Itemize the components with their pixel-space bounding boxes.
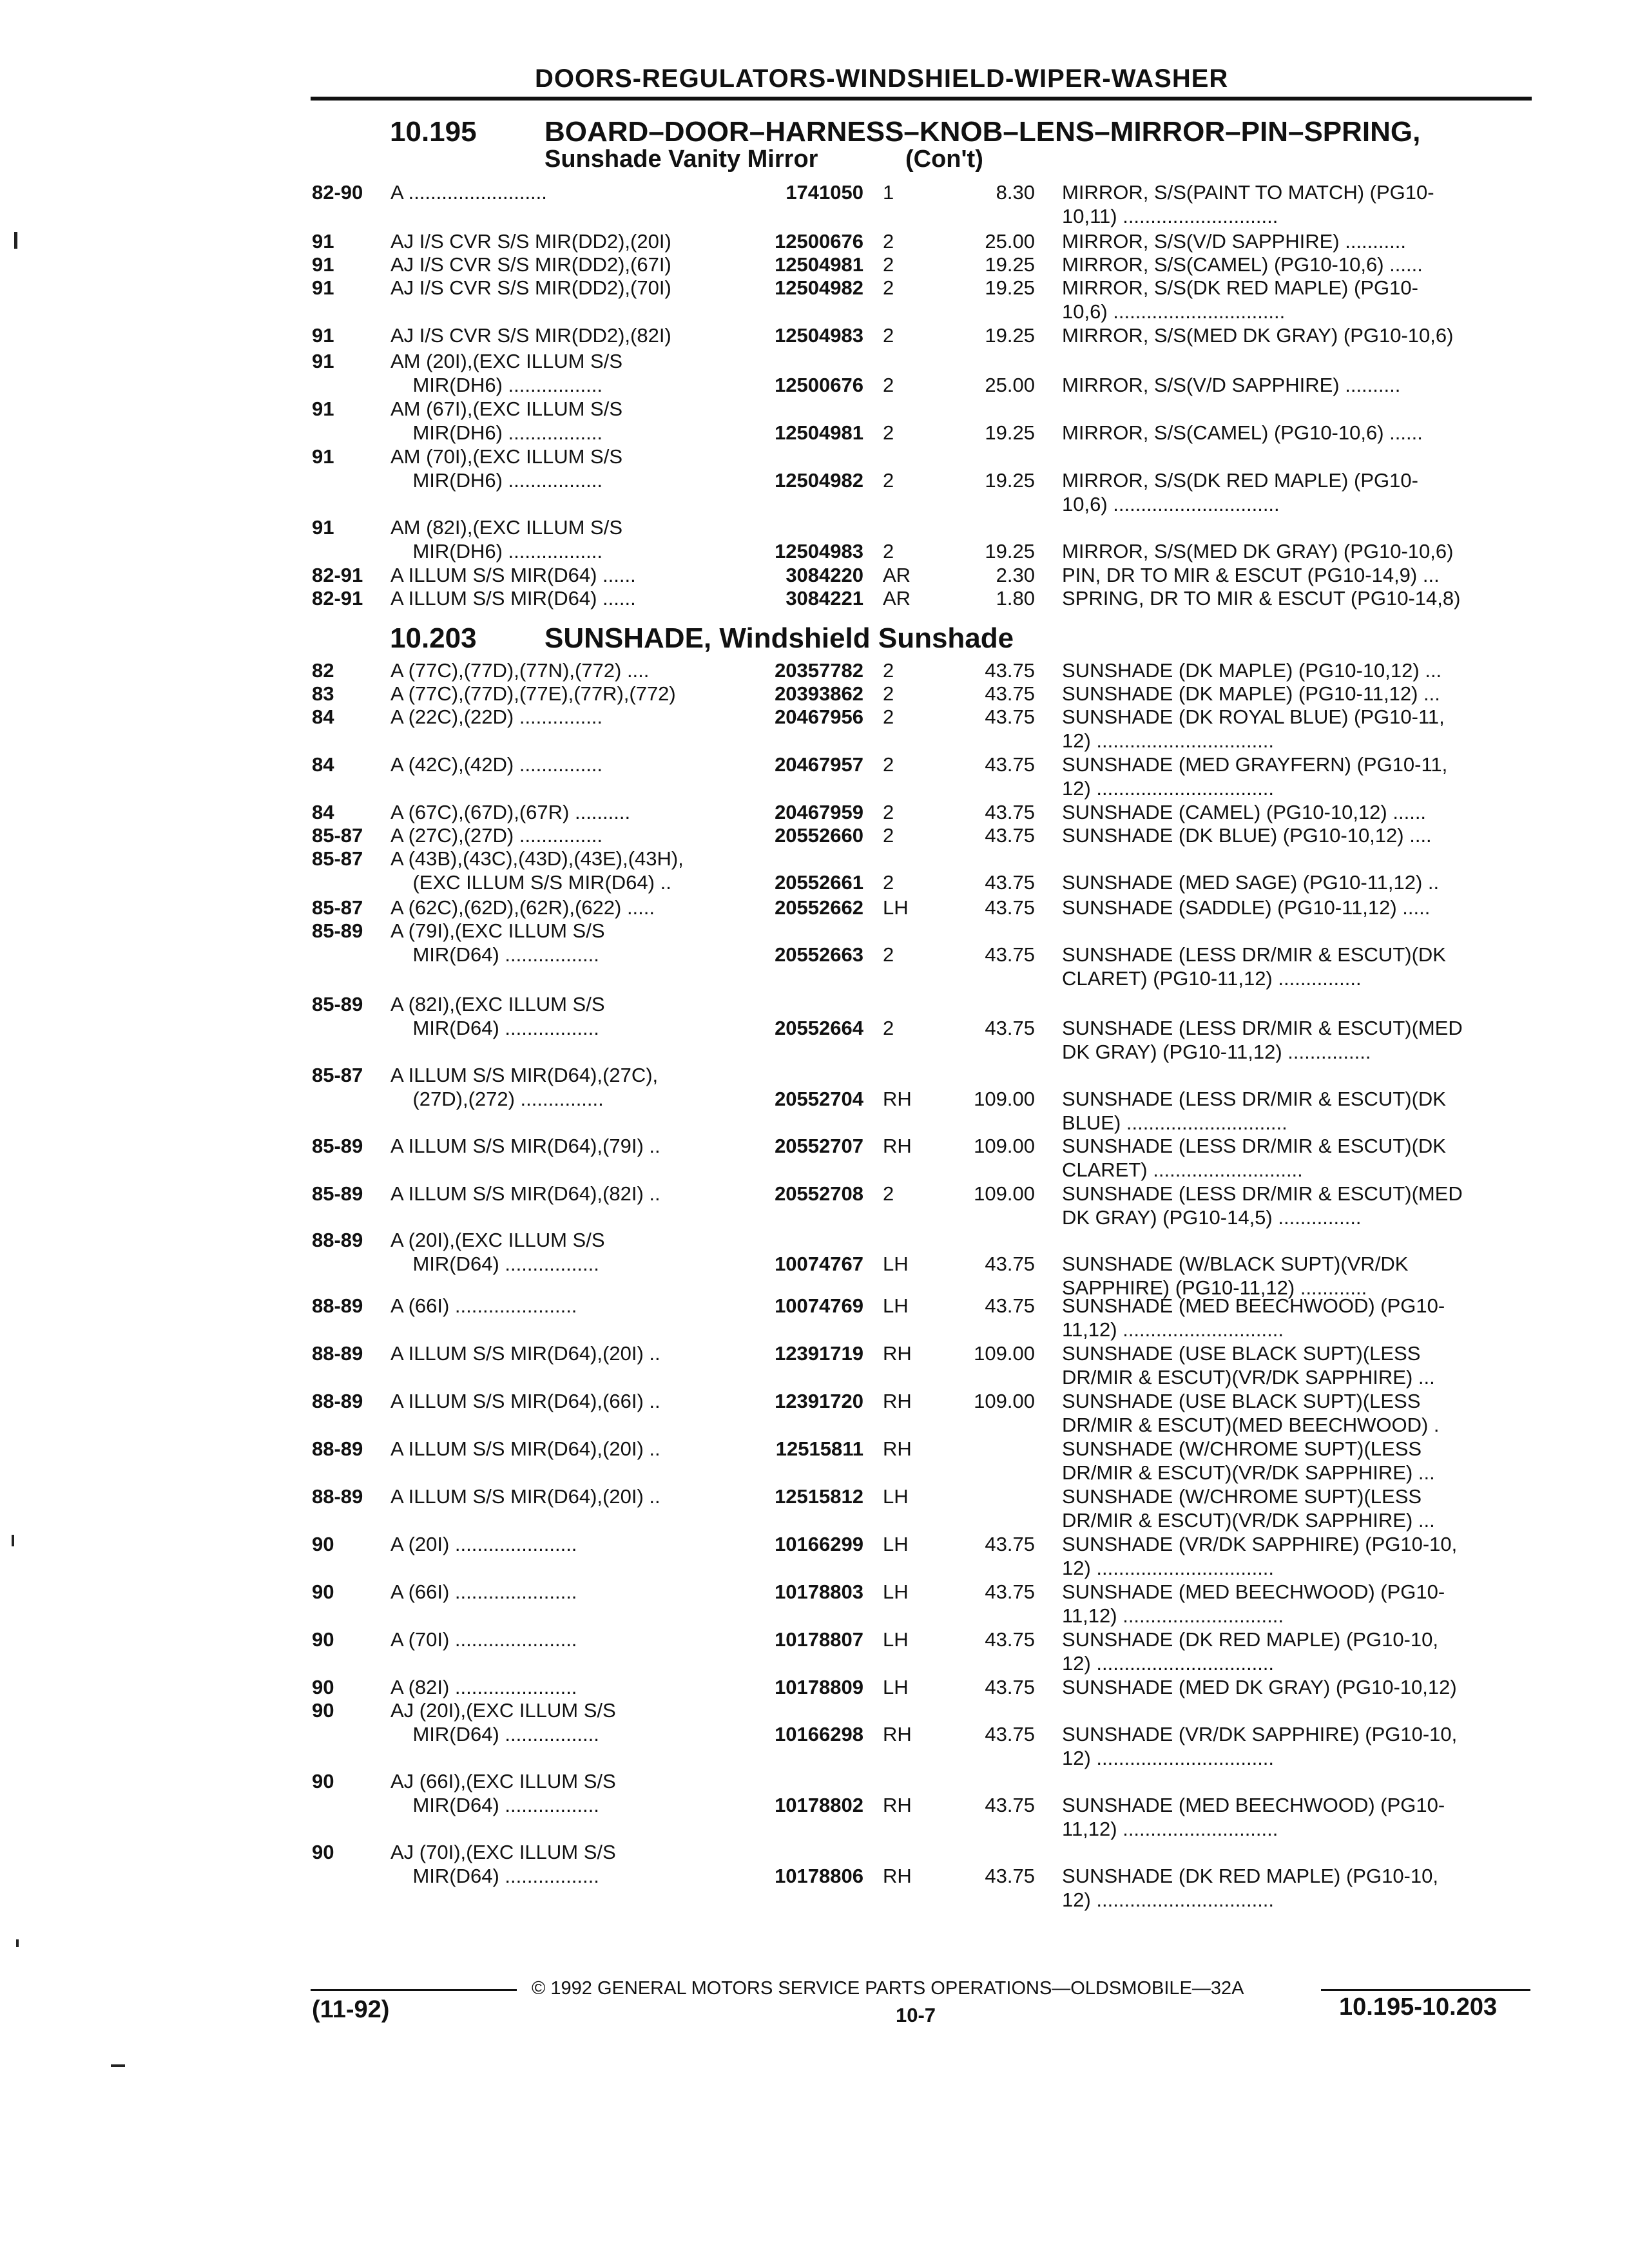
price: 43.75 — [985, 1676, 1035, 1698]
usage-description: A (42C),(42D) ............... — [390, 753, 603, 776]
quantity: 2 — [883, 753, 894, 776]
model-year: 88-89 — [312, 1390, 363, 1412]
section-heading-10-195 — [390, 116, 1420, 148]
part-number: 12504983 — [775, 540, 863, 562]
quantity: RH — [883, 1088, 912, 1110]
part-number: 12515812 — [775, 1485, 863, 1508]
footer-page-number: 10-7 — [896, 2004, 936, 2026]
usage-description: AM (20I),(EXC ILLUM S/S MIR(DH6) ................. — [390, 350, 623, 396]
quantity: 2 — [883, 374, 894, 396]
part-number: 12500676 — [775, 230, 863, 253]
quantity: 2 — [883, 230, 894, 253]
part-name: SUNSHADE (MED GRAYFERN) (PG10-11, 12) ................................ — [1062, 753, 1448, 800]
usage-description: A ILLUM S/S MIR(D64),(20I) .. — [390, 1485, 660, 1508]
model-year: 88-89 — [312, 1437, 363, 1460]
quantity: RH — [883, 1794, 912, 1816]
quantity: AR — [883, 564, 911, 586]
model-year: 84 — [312, 753, 334, 776]
quantity: 2 — [883, 659, 894, 682]
quantity: 2 — [883, 253, 894, 276]
price: 25.00 — [985, 374, 1035, 396]
usage-description: AM (70I),(EXC ILLUM S/S MIR(DH6) ................. — [390, 445, 623, 492]
quantity: RH — [883, 1390, 912, 1412]
quantity: RH — [883, 1135, 912, 1157]
price: 43.75 — [985, 896, 1035, 919]
part-name: MIRROR, S/S(CAMEL) (PG10-10,6) ...... — [1062, 421, 1423, 444]
usage-description: A (66I) ...................... — [390, 1294, 577, 1317]
part-number: 20467959 — [775, 801, 863, 823]
part-number: 20552660 — [775, 824, 863, 847]
quantity: 2 — [883, 1182, 894, 1205]
price: 2.30 — [996, 564, 1035, 586]
model-year: 91 — [312, 398, 334, 420]
section-title: BOARD–DOOR–HARNESS–KNOB–LENS–MIRROR–PIN–SPRING, — [545, 116, 1421, 148]
model-year: 85-89 — [312, 993, 363, 1015]
usage-description: AJ (70I),(EXC ILLUM S/S MIR(D64) ................. — [390, 1841, 616, 1887]
model-year: 90 — [312, 1676, 334, 1698]
part-number: 20357782 — [775, 659, 863, 682]
part-name: SUNSHADE (MED BEECHWOOD) (PG10- 11,12) ............................. — [1062, 1581, 1445, 1627]
price: 43.75 — [985, 1294, 1035, 1317]
price: 109.00 — [974, 1390, 1035, 1412]
section-number: 10.203 — [390, 622, 477, 654]
usage-description: A (20I) ...................... — [390, 1533, 577, 1555]
part-name: SUNSHADE (LESS DR/MIR & ESCUT)(DK CLARET) ........................... — [1062, 1135, 1446, 1181]
model-year: 90 — [312, 1841, 334, 1863]
price: 19.25 — [985, 276, 1035, 299]
quantity: LH — [883, 896, 909, 919]
part-name: SUNSHADE (DK RED MAPLE) (PG10-10, 12) ................................ — [1062, 1865, 1438, 1911]
part-name: SUNSHADE (DK ROYAL BLUE) (PG10-11, 12) ................................ — [1062, 706, 1445, 752]
price: 43.75 — [985, 1723, 1035, 1745]
part-name: SUNSHADE (DK RED MAPLE) (PG10-10, 12) ................................ — [1062, 1628, 1438, 1675]
part-number: 20552663 — [775, 943, 863, 966]
usage-description: A (20I),(EXC ILLUM S/S MIR(D64) ................. — [390, 1229, 605, 1275]
part-number: 12391719 — [775, 1342, 863, 1365]
quantity: LH — [883, 1628, 909, 1651]
part-number: 10178802 — [775, 1794, 863, 1816]
quantity: AR — [883, 587, 911, 610]
price: 43.75 — [985, 1533, 1035, 1555]
price: 8.30 — [996, 181, 1035, 204]
part-number: 12391720 — [775, 1390, 863, 1412]
quantity: 2 — [883, 540, 894, 562]
quantity: 2 — [883, 706, 894, 728]
usage-description: A ILLUM S/S MIR(D64) ...... — [390, 587, 636, 610]
part-number: 1741050 — [786, 181, 863, 204]
part-number: 10178803 — [775, 1581, 863, 1603]
part-name: SUNSHADE (LESS DR/MIR & ESCUT)(MED DK GRAY) (PG10-11,12) ............... — [1062, 1017, 1463, 1063]
price: 43.75 — [985, 871, 1035, 894]
usage-description: AJ I/S CVR S/S MIR(DD2),(67I) — [390, 253, 671, 276]
part-number: 12504981 — [775, 253, 863, 276]
part-name: MIRROR, S/S(DK RED MAPLE) (PG10- 10,6) ............................... — [1062, 276, 1418, 323]
price: 19.25 — [985, 540, 1035, 562]
usage-description: A (62C),(62D),(62R),(622) ..... — [390, 896, 655, 919]
part-name: MIRROR, S/S(CAMEL) (PG10-10,6) ...... — [1062, 253, 1423, 276]
quantity: LH — [883, 1294, 909, 1317]
price: 43.75 — [985, 943, 1035, 966]
quantity: RH — [883, 1437, 912, 1460]
model-year: 91 — [312, 324, 334, 347]
model-year: 83 — [312, 682, 334, 705]
usage-description: AJ (20I),(EXC ILLUM S/S MIR(D64) ................. — [390, 1699, 616, 1745]
usage-description: A ILLUM S/S MIR(D64),(27C), (27D),(272) ............... — [390, 1064, 659, 1110]
usage-description: A ILLUM S/S MIR(D64) ...... — [390, 564, 636, 586]
quantity: LH — [883, 1253, 909, 1275]
usage-description: A ILLUM S/S MIR(D64),(79I) .. — [390, 1135, 660, 1157]
usage-description: AJ I/S CVR S/S MIR(DD2),(82I) — [390, 324, 671, 347]
model-year: 91 — [312, 516, 334, 539]
quantity: RH — [883, 1723, 912, 1745]
model-year: 82-91 — [312, 564, 363, 586]
model-year: 91 — [312, 230, 334, 253]
header-rule — [311, 97, 1532, 101]
footer-date: (11-92) — [312, 1996, 390, 2023]
model-year: 88-89 — [312, 1294, 363, 1317]
model-year: 85-89 — [312, 919, 363, 942]
part-number: 20552662 — [775, 896, 863, 919]
usage-description: A (77C),(77D),(77E),(77R),(772) — [390, 682, 676, 705]
quantity: 2 — [883, 801, 894, 823]
part-name: SUNSHADE (MED SAGE) (PG10-11,12) .. — [1062, 871, 1440, 894]
quantity: LH — [883, 1533, 909, 1555]
part-number: 10074767 — [775, 1253, 863, 1275]
price: 43.75 — [985, 1628, 1035, 1651]
usage-description: A (22C),(22D) ............... — [390, 706, 603, 728]
quantity: 2 — [883, 682, 894, 705]
usage-description: AM (67I),(EXC ILLUM S/S MIR(DH6) ................. — [390, 398, 623, 444]
part-name: SUNSHADE (W/BLACK SUPT)(VR/DK SAPPHIRE) (PG10-11,12) ............ — [1062, 1253, 1409, 1299]
usage-description: A (82I) ...................... — [390, 1676, 577, 1698]
model-year: 85-87 — [312, 847, 363, 870]
usage-description: AM (82I),(EXC ILLUM S/S MIR(DH6) ................. — [390, 516, 623, 562]
part-number: 20393862 — [775, 682, 863, 705]
quantity: 2 — [883, 276, 894, 299]
quantity: 2 — [883, 871, 894, 894]
part-name: SUNSHADE (VR/DK SAPPHIRE) (PG10-10, 12) ................................ — [1062, 1723, 1458, 1769]
model-year: 82 — [312, 659, 334, 682]
part-number: 20467956 — [775, 706, 863, 728]
price: 43.75 — [985, 824, 1035, 847]
part-name: SUNSHADE (LESS DR/MIR & ESCUT)(DK CLARET) (PG10-11,12) ............... — [1062, 943, 1446, 990]
quantity: 2 — [883, 1017, 894, 1039]
margin-mark — [111, 2064, 125, 2067]
part-name: SUNSHADE (SADDLE) (PG10-11,12) ..... — [1062, 896, 1431, 919]
usage-description: AJ I/S CVR S/S MIR(DD2),(20I) — [390, 230, 671, 253]
usage-description: AJ (66I),(EXC ILLUM S/S MIR(D64) ................. — [390, 1770, 616, 1816]
usage-description: A (70I) ...................... — [390, 1628, 577, 1651]
part-name: SUNSHADE (LESS DR/MIR & ESCUT)(DK BLUE) ............................. — [1062, 1088, 1446, 1134]
model-year: 88-89 — [312, 1229, 363, 1251]
part-name: SUNSHADE (USE BLACK SUPT)(LESS DR/MIR & ESCUT)(MED BEECHWOOD) . — [1062, 1390, 1440, 1436]
part-number: 12504982 — [775, 469, 863, 492]
price: 43.75 — [985, 706, 1035, 728]
price: 43.75 — [985, 1017, 1035, 1039]
part-number: 10178807 — [775, 1628, 863, 1651]
part-number: 20552704 — [775, 1088, 863, 1110]
margin-mark — [12, 1535, 14, 1546]
part-name: MIRROR, S/S(PAINT TO MATCH) (PG10- 10,11) ............................ — [1062, 181, 1434, 227]
model-year: 85-89 — [312, 1135, 363, 1157]
margin-mark — [16, 1939, 19, 1947]
part-number: 3084221 — [786, 587, 863, 610]
price: 43.75 — [985, 1865, 1035, 1887]
part-name: SUNSHADE (DK MAPLE) (PG10-11,12) ... — [1062, 682, 1440, 705]
part-name: SUNSHADE (W/CHROME SUPT)(LESS DR/MIR & ESCUT)(VR/DK SAPPHIRE) ... — [1062, 1437, 1435, 1484]
model-year: 85-87 — [312, 896, 363, 919]
part-name: SUNSHADE (CAMEL) (PG10-10,12) ...... — [1062, 801, 1427, 823]
part-number: 20552664 — [775, 1017, 863, 1039]
part-number: 12515811 — [775, 1437, 863, 1460]
model-year: 85-89 — [312, 1182, 363, 1205]
price: 43.75 — [985, 1794, 1035, 1816]
part-name: SUNSHADE (W/CHROME SUPT)(LESS DR/MIR & ESCUT)(VR/DK SAPPHIRE) ... — [1062, 1485, 1435, 1532]
price: 109.00 — [974, 1135, 1035, 1157]
usage-description: A ILLUM S/S MIR(D64),(82I) .. — [390, 1182, 660, 1205]
quantity: 2 — [883, 421, 894, 444]
price: 43.75 — [985, 682, 1035, 705]
part-name: MIRROR, S/S(MED DK GRAY) (PG10-10,6) — [1062, 540, 1454, 562]
part-number: 20552708 — [775, 1182, 863, 1205]
part-name: MIRROR, S/S(MED DK GRAY) (PG10-10,6) — [1062, 324, 1454, 347]
model-year: 90 — [312, 1581, 334, 1603]
model-year: 90 — [312, 1699, 334, 1722]
model-year: 84 — [312, 706, 334, 728]
model-year: 91 — [312, 253, 334, 276]
part-name: SUNSHADE (MED BEECHWOOD) (PG10- 11,12) ............................ — [1062, 1794, 1445, 1840]
usage-description: A (27C),(27D) ............... — [390, 824, 603, 847]
price: 43.75 — [985, 1253, 1035, 1275]
part-number: 12504982 — [775, 276, 863, 299]
continued-label: (Con't) — [905, 146, 983, 173]
part-name: MIRROR, S/S(V/D SAPPHIRE) .......... — [1062, 374, 1401, 396]
price: 109.00 — [974, 1342, 1035, 1365]
part-number: 20467957 — [775, 753, 863, 776]
quantity: 2 — [883, 943, 894, 966]
price: 109.00 — [974, 1088, 1035, 1110]
price: 19.25 — [985, 421, 1035, 444]
model-year: 82-91 — [312, 587, 363, 610]
price: 43.75 — [985, 1581, 1035, 1603]
usage-description: A (79I),(EXC ILLUM S/S MIR(D64) ................. — [390, 919, 605, 966]
footer-rule-right — [1321, 1989, 1530, 1991]
usage-description: A (66I) ...................... — [390, 1581, 577, 1603]
footer-copyright: © 1992 GENERAL MOTORS SERVICE PARTS OPERATIONS—OLDSMOBILE—32A — [532, 1978, 1244, 1999]
footer-rule-left — [311, 1989, 517, 1991]
part-number: 10166298 — [775, 1723, 863, 1745]
part-name: SUNSHADE (DK BLUE) (PG10-10,12) .... — [1062, 824, 1432, 847]
page-header-title: DOORS-REGULATORS-WINDSHIELD-WIPER-WASHER — [535, 64, 1229, 93]
quantity: LH — [883, 1581, 909, 1603]
price: 19.25 — [985, 469, 1035, 492]
part-name: MIRROR, S/S(DK RED MAPLE) (PG10- 10,6) .............................. — [1062, 469, 1418, 515]
section-title: SUNSHADE, Windshield Sunshade — [545, 622, 1014, 654]
model-year: 90 — [312, 1770, 334, 1792]
quantity: LH — [883, 1485, 909, 1508]
usage-description: A (43B),(43C),(43D),(43E),(43H), (EXC ILLUM S/S MIR(D64) .. — [390, 847, 684, 894]
model-year: 90 — [312, 1628, 334, 1651]
model-year: 90 — [312, 1533, 334, 1555]
section-number: 10.195 — [390, 116, 477, 148]
usage-description: A (67C),(67D),(67R) .......... — [390, 801, 631, 823]
quantity: 1 — [883, 181, 894, 204]
usage-description: A ILLUM S/S MIR(D64),(20I) .. — [390, 1342, 660, 1365]
part-name: SPRING, DR TO MIR & ESCUT (PG10-14,8) — [1062, 587, 1461, 610]
part-number: 12500676 — [775, 374, 863, 396]
part-number: 12504981 — [775, 421, 863, 444]
quantity: LH — [883, 1676, 909, 1698]
part-name: SUNSHADE (USE BLACK SUPT)(LESS DR/MIR & ESCUT)(VR/DK SAPPHIRE) ... — [1062, 1342, 1435, 1389]
usage-description: A (77C),(77D),(77N),(772) .... — [390, 659, 650, 682]
part-number: 20552707 — [775, 1135, 863, 1157]
part-number: 10178806 — [775, 1865, 863, 1887]
part-number: 10178809 — [775, 1676, 863, 1698]
model-year: 84 — [312, 801, 334, 823]
price: 1.80 — [996, 587, 1035, 610]
quantity: 2 — [883, 469, 894, 492]
model-year: 88-89 — [312, 1485, 363, 1508]
model-year: 88-89 — [312, 1342, 363, 1365]
part-name: SUNSHADE (MED DK GRAY) (PG10-10,12) — [1062, 1676, 1457, 1698]
part-number: 20552661 — [775, 871, 863, 894]
price: 43.75 — [985, 659, 1035, 682]
quantity: RH — [883, 1342, 912, 1365]
part-name: SUNSHADE (DK MAPLE) (PG10-10,12) ... — [1062, 659, 1442, 682]
section-subtitle: Sunshade Vanity Mirror — [545, 146, 818, 173]
margin-mark — [14, 232, 17, 249]
part-number: 3084220 — [786, 564, 863, 586]
price: 109.00 — [974, 1182, 1035, 1205]
usage-description: A ILLUM S/S MIR(D64),(20I) .. — [390, 1437, 660, 1460]
usage-description: A ......................... — [390, 181, 547, 204]
section-subheading — [545, 146, 983, 173]
model-year: 85-87 — [312, 1064, 363, 1086]
quantity: 2 — [883, 824, 894, 847]
part-name: SUNSHADE (VR/DK SAPPHIRE) (PG10-10, 12) ................................ — [1062, 1533, 1458, 1579]
part-number: 12504983 — [775, 324, 863, 347]
model-year: 82-90 — [312, 181, 363, 204]
part-name: SUNSHADE (LESS DR/MIR & ESCUT)(MED DK GRAY) (PG10-14,5) ............... — [1062, 1182, 1463, 1229]
part-name: PIN, DR TO MIR & ESCUT (PG10-14,9) ... — [1062, 564, 1440, 586]
quantity: RH — [883, 1865, 912, 1887]
usage-description: AJ I/S CVR S/S MIR(DD2),(70I) — [390, 276, 671, 299]
part-number: 10166299 — [775, 1533, 863, 1555]
price: 43.75 — [985, 801, 1035, 823]
model-year: 85-87 — [312, 824, 363, 847]
part-name: MIRROR, S/S(V/D SAPPHIRE) ........... — [1062, 230, 1406, 253]
model-year: 91 — [312, 445, 334, 468]
price: 25.00 — [985, 230, 1035, 253]
part-name: SUNSHADE (MED BEECHWOOD) (PG10- 11,12) ............................. — [1062, 1294, 1445, 1341]
footer-section-range: 10.195-10.203 — [1339, 1994, 1498, 2021]
section-heading-10-203 — [390, 622, 1014, 655]
quantity: 2 — [883, 324, 894, 347]
usage-description: A (82I),(EXC ILLUM S/S MIR(D64) ................. — [390, 993, 605, 1039]
price: 19.25 — [985, 324, 1035, 347]
model-year: 91 — [312, 276, 334, 299]
model-year: 91 — [312, 350, 334, 372]
price: 43.75 — [985, 753, 1035, 776]
price: 19.25 — [985, 253, 1035, 276]
usage-description: A ILLUM S/S MIR(D64),(66I) .. — [390, 1390, 660, 1412]
part-number: 10074769 — [775, 1294, 863, 1317]
